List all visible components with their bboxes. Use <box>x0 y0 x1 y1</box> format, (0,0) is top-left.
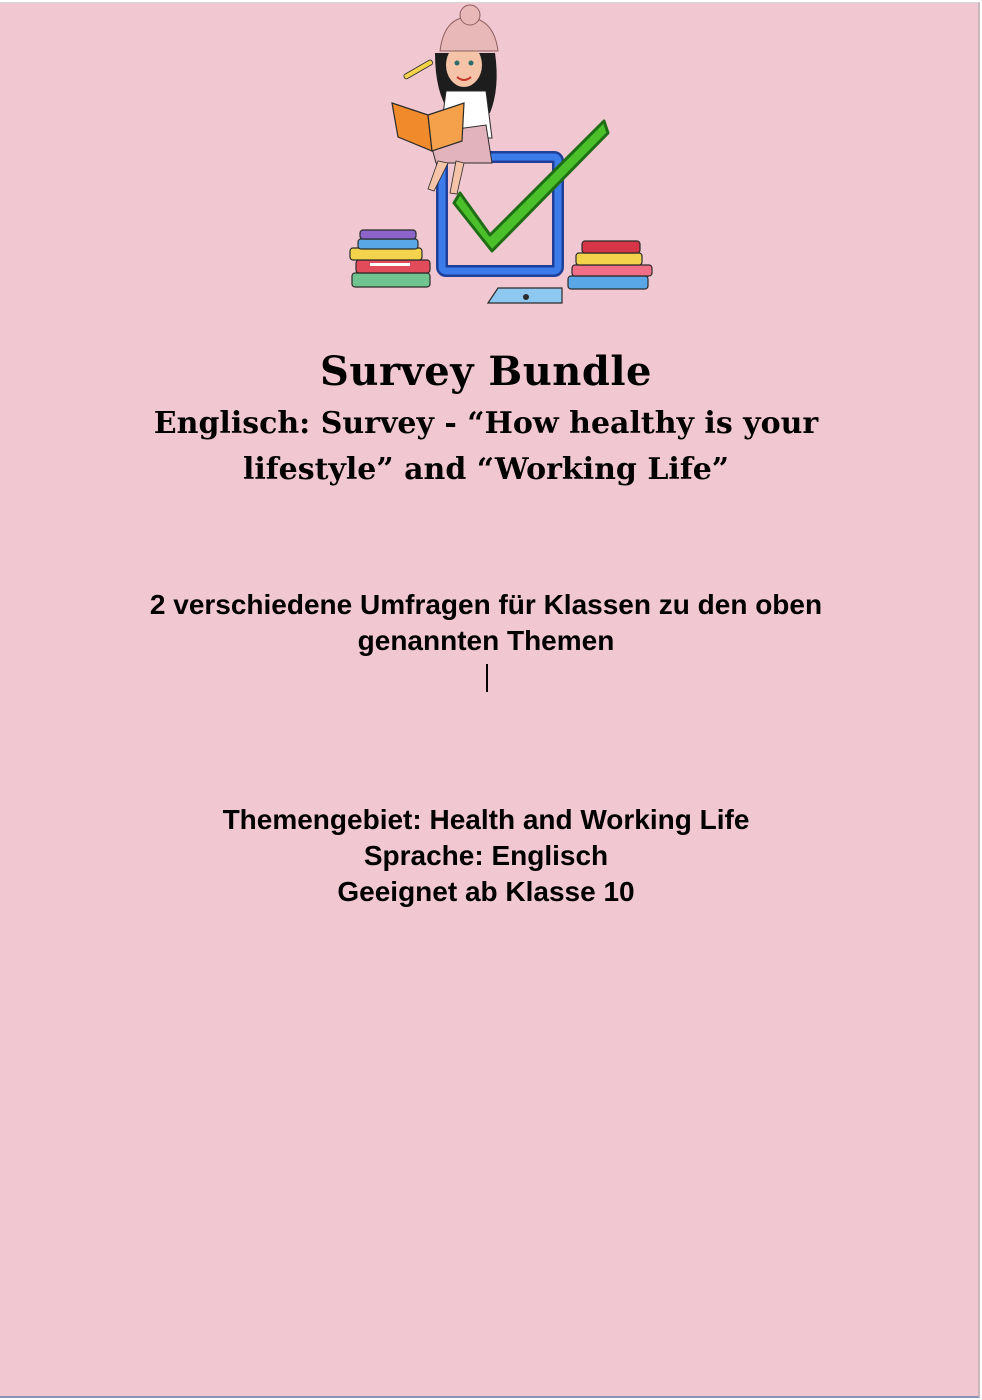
document-description: 2 verschiedene Umfragen für Klassen zu den oben genannten Themen <box>149 589 823 656</box>
avatar-icon <box>392 5 498 194</box>
document-page <box>0 2 980 1398</box>
document-meta <box>0 802 972 910</box>
text-cursor <box>486 664 488 692</box>
book-stack-icon <box>350 230 430 287</box>
binder-icon <box>488 288 562 303</box>
meta-language: Sprache: Englisch <box>363 840 609 871</box>
document-title: Survey Bundle <box>320 348 652 395</box>
survey-illustration <box>340 3 660 318</box>
meta-level: Geeignet ab Klasse 10 <box>337 876 635 907</box>
document-subtitle: Englisch: Survey - “How healthy is your lifestyle” and “Working Life” <box>153 406 819 487</box>
book-stack-icon <box>568 241 652 289</box>
meta-topic: Themengebiet: Health and Working Life <box>222 804 750 835</box>
